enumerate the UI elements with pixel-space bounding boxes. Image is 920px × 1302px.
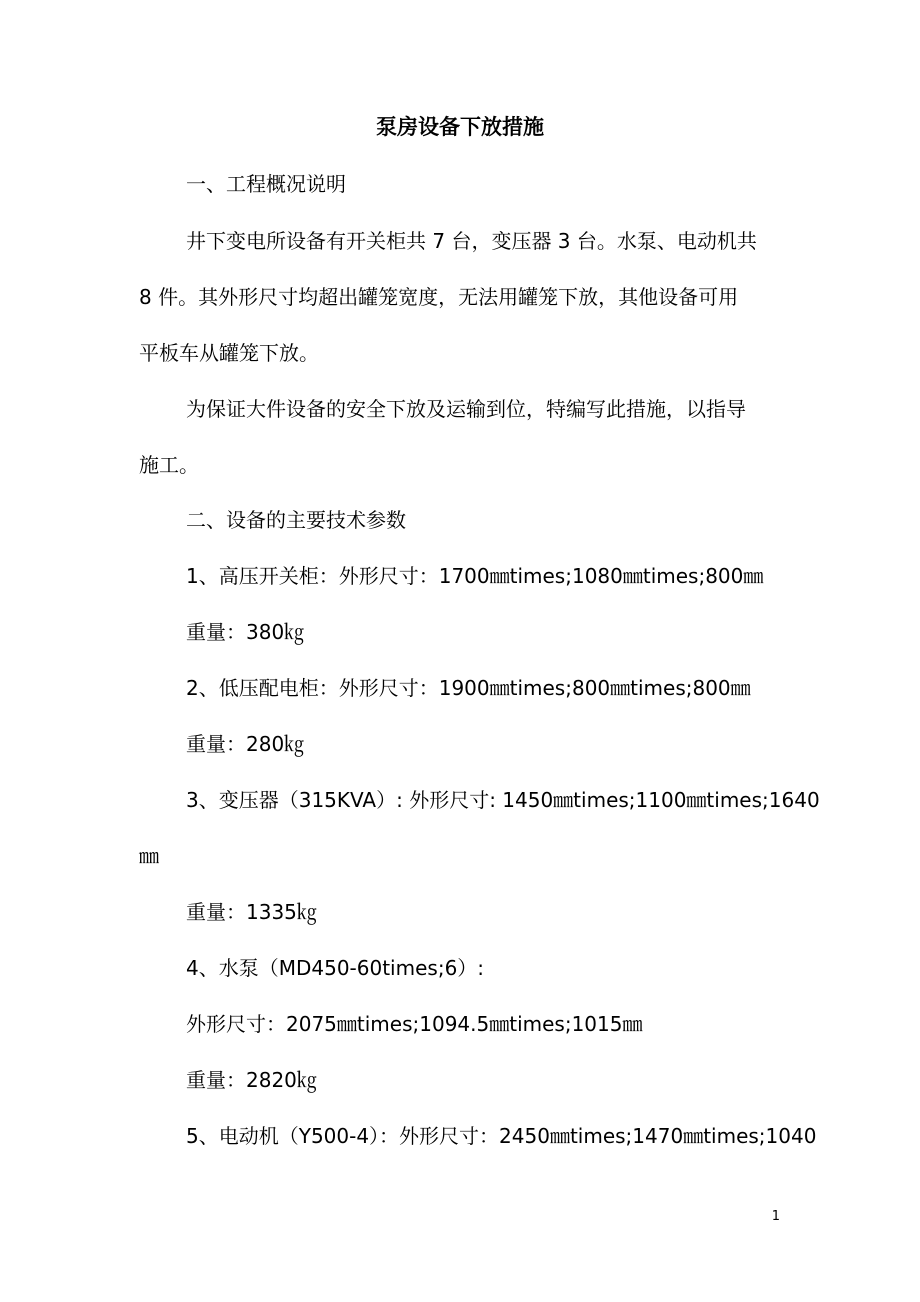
item-dimensions: 1、高压开关柜：外形尺寸：1700㎜times;1080㎜times;800㎜ xyxy=(186,564,764,588)
item-dimensions: 3、变压器（315KVA）: 外形尺寸: 1450㎜times;1100㎜times;1640 xyxy=(186,788,820,812)
item-name: 4、水泵（MD450-60times;6）: xyxy=(186,956,485,980)
item-dimensions: 外形尺寸：2075㎜times;1094.5㎜times;1015㎜ xyxy=(186,1012,643,1036)
paragraph-line: 井下变电所设备有开关柜共 7 台，变压器 3 台。水泵、电动机共 xyxy=(186,229,757,253)
section-heading-overview: 一、工程概况说明 xyxy=(186,172,346,196)
paragraph-line: 平板车从罐笼下放。 xyxy=(139,341,319,365)
item-weight: 重量：2820㎏ xyxy=(186,1068,317,1092)
item-dimensions: 2、低压配电柜：外形尺寸：1900㎜times;800㎜times;800㎜ xyxy=(186,676,751,700)
paragraph-line: 施工。 xyxy=(139,453,199,477)
item-weight: 重量：280㎏ xyxy=(186,732,305,756)
item-dimensions-continued: ㎜ xyxy=(139,844,159,868)
page-number: 1 xyxy=(771,1209,780,1224)
section-heading-parameters: 二、设备的主要技术参数 xyxy=(186,508,406,532)
item-weight: 重量：1335㎏ xyxy=(186,900,317,924)
document-title: 泵房设备下放措施 xyxy=(376,115,544,139)
item-dimensions: 5、电动机（Y500-4）：外形尺寸：2450㎜times;1470㎜times;1040 xyxy=(186,1124,817,1148)
item-weight: 重量：380㎏ xyxy=(186,620,305,644)
paragraph-line: 为保证大件设备的安全下放及运输到位，特编写此措施，以指导 xyxy=(186,397,746,421)
paragraph-line: 8 件。其外形尺寸均超出罐笼宽度，无法用罐笼下放，其他设备可用 xyxy=(139,285,739,309)
